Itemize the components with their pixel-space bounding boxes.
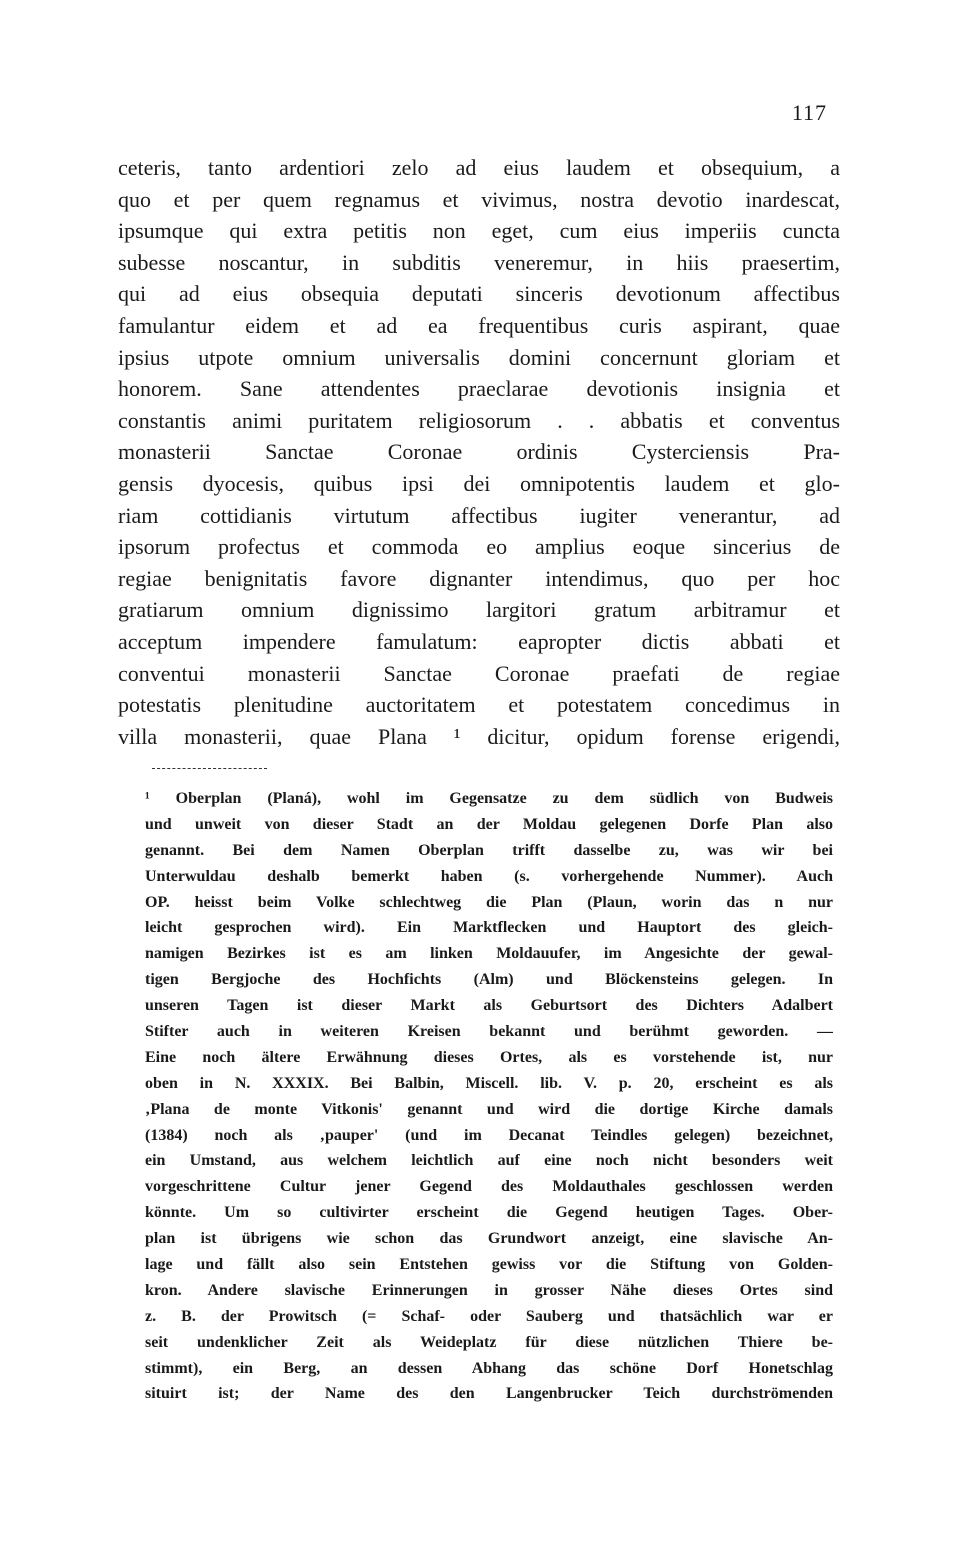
footnote-line: vorgeschrittene Cultur jener Gegend des Moldauthales geschlossen werden <box>145 1178 833 1196</box>
main-text-line: regiae benignitatis favore dignanter intendimus, quo per hoc <box>118 565 840 591</box>
footnote-line: oben in N. XXXIX. Bei Balbin, Miscell. lib. V. p. 20, erscheint es als <box>145 1074 833 1092</box>
footnote-line: Unterwuldau deshalb bemerkt haben (s. vorhergehende Nummer). Auch <box>145 867 833 885</box>
footnote-block <box>145 786 833 1407</box>
footnote-line: (1384) noch als ‚pauper' (und im Decanat Teindles gelegen) bezeichnet, <box>145 1126 833 1144</box>
main-text-line: constantis animi puritatem religiosorum . . abbatis et conventus <box>118 407 840 433</box>
main-text-line: honorem. Sane attendentes praeclarae devotionis insignia et <box>118 376 840 402</box>
main-text-line: ipsorum profectus et commoda eo amplius eoque sincerius de <box>118 534 840 560</box>
footnote-line: ¹ Oberplan (Planá), wohl im Gegensatze zu dem südlich von Budweis <box>145 790 833 807</box>
main-text-block <box>118 152 840 752</box>
main-text-line: gratiarum omnium dignissimo largitori gratum arbitramur et <box>118 597 840 623</box>
footnote-line: kron. Andere slavische Erinnerungen in grosser Nähe dieses Ortes sind <box>145 1281 833 1299</box>
footnote-line: leicht gesprochen wird). Ein Marktflecken und Hauptort des gleich- <box>145 919 833 937</box>
main-text-line: potestatis plenitudine auctoritatem et potestatem concedimus in <box>118 692 840 718</box>
main-text-line: riam cottidianis virtutum affectibus iugiter venerantur, ad <box>118 502 840 528</box>
main-text-line: monasterii Sanctae Coronae ordinis Cysterciensis Pra- <box>118 439 840 465</box>
footnote-line: Eine noch ältere Erwähnung dieses Ortes, als es vorstehende ist, nur <box>145 1048 833 1066</box>
footnote-line: z. B. der Prowitsch (= Schaf- oder Sauberg und thatsächlich war er <box>145 1307 833 1325</box>
main-text-line: ipsumque qui extra petitis non eget, cum eius imperiis cuncta <box>118 218 840 244</box>
main-text-line: qui ad eius obsequia deputati sinceris devotionum affectibus <box>118 281 840 307</box>
footnote-line: lage und fällt also sein Entstehen gewiss vor die Stiftung von Golden- <box>145 1256 833 1274</box>
main-text-line: famulantur eidem et ad ea frequentibus curis aspirant, quae <box>118 312 840 338</box>
main-text-line: villa monasterii, quae Plana ¹ dicitur, opidum forense erigendi, <box>118 723 840 749</box>
footnote-line: situirt ist; der Name des den Langenbrucker Teich durchströmenden <box>145 1385 833 1403</box>
main-text-line: conventui monasterii Sanctae Coronae praefati de regiae <box>118 660 840 686</box>
footnote-line: unseren Tagen ist dieser Markt als Geburtsort des Dichters Adalbert <box>145 997 833 1015</box>
main-text-line: quo et per quem regnamus et vivimus, nostra devotio inardescat, <box>118 186 840 212</box>
footnote-line: stimmt), ein Berg, an dessen Abhang das schöne Dorf Honetschlag <box>145 1359 833 1377</box>
main-text-line: ceteris, tanto ardentiori zelo ad eius laudem et obsequium, a <box>118 155 840 180</box>
main-text-line: gensis dyocesis, quibus ipsi dei omnipotentis laudem et glo- <box>118 470 840 496</box>
footnote-line: könnte. Um so cultivirter erscheint die Gegend heutigen Tages. Ober- <box>145 1204 833 1222</box>
page-number: 117 <box>791 100 827 125</box>
footnote-line: plan ist übrigens wie schon das Grundwort anzeigt, eine slavische An- <box>145 1230 833 1248</box>
footnote-line: und unweit von dieser Stadt an der Moldau gelegenen Dorfe Plan also <box>145 815 833 833</box>
footnote-line: Stifter auch in weiteren Kreisen bekannt und berühmt geworden. — <box>145 1023 833 1041</box>
main-text-line: ipsius utpote omnium universalis domini concernunt gloriam et <box>118 344 840 370</box>
footnote-line: ‚Plana de monte Vitkonis' genannt und wird die dortige Kirche damals <box>145 1100 833 1118</box>
footnote-line: ein Umstand, aus welchem leichtlich auf eine noch nicht besonders weit <box>145 1152 833 1170</box>
footnote-line: tigen Bergjoche des Hochfichts (Alm) und Blöckensteins gelegen. In <box>145 971 833 989</box>
footnote-line: namigen Bezirkes ist es am linken Moldauufer, im Angesichte der gewal- <box>145 945 833 963</box>
footnote-line: genannt. Bei dem Namen Oberplan trifft dasselbe zu, was wir bei <box>145 841 833 859</box>
footnote-line: seit undenklicher Zeit als Weideplatz für diese nützlichen Thiere be- <box>145 1333 833 1351</box>
footnote-line: OP. heisst beim Volke schlechtweg die Plan (Plaun, worin das n nur <box>145 893 833 911</box>
main-text-line: subesse noscantur, in subditis veneremur, in hiis praesertim, <box>118 249 840 275</box>
footnote-divider <box>152 768 267 769</box>
main-text-line: acceptum impendere famulatum: eapropter dictis abbati et <box>118 628 840 654</box>
